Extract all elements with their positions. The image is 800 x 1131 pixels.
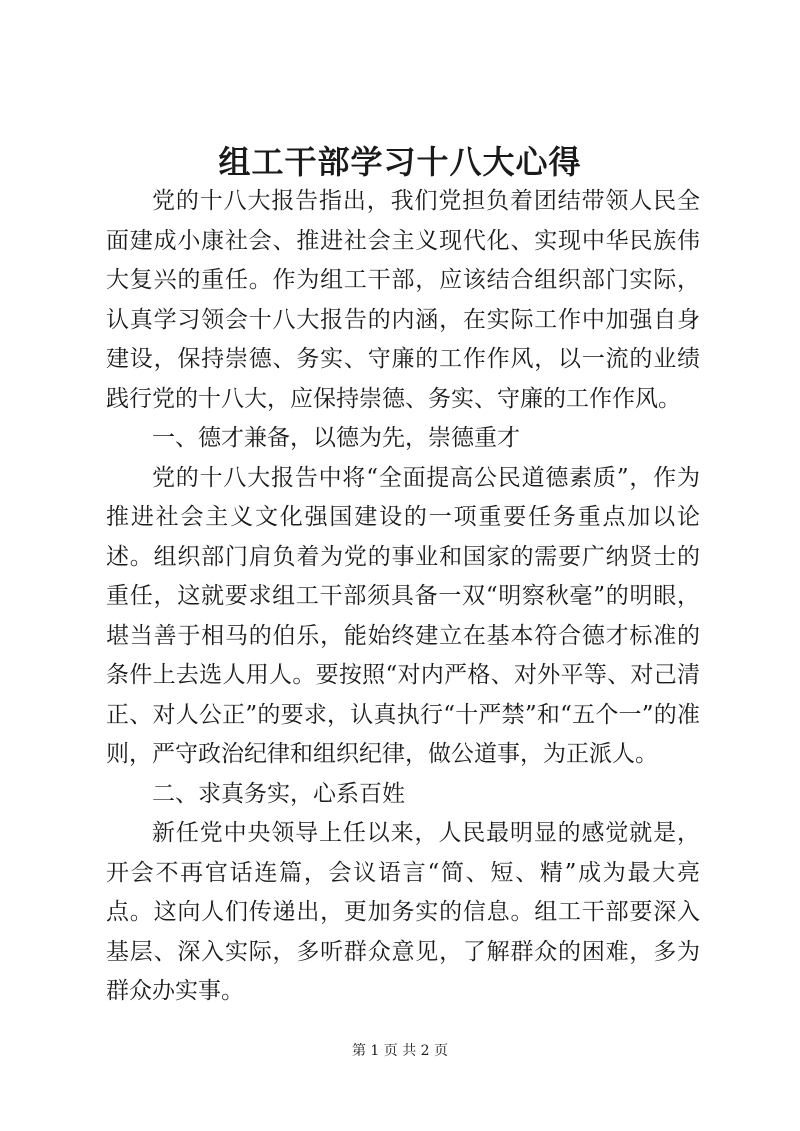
document-title: 组工干部学习十八大心得 (218, 143, 582, 181)
page-footer: 第 1 页 共 2 页 (351, 1043, 449, 1059)
document-body (106, 182, 700, 1012)
paragraph-section-1: 党的十八大报告中将“全面提高公民道德素质”，作为推进社会主义文化强国建设的一项重要任务重点加以论述。组织部门肩负着为党的事业和国家的需要广纳贤士的重任，这就要求组工干部须具备一双“明察秋毫”的明眼，堪当善于相马的伯乐，能始终建立在基本符合德才标准的条件上去选人用人。要按照“对内严格、对外平等、对己清正、对人公正”的要求，认真执行“十严禁”和“五个一”的准则，严守政治纪律和组织纪律，做公道事，为正派人。 (106, 464, 700, 767)
paragraph-section-2: 新任党中央领导上任以来，人民最明显的感觉就是，开会不再官话连篇，会议语言“简、短、精”成为最大亮点。这向人们传递出，更加务实的信息。组工干部要深入基层、深入实际，多听群众意见，了解群众的困难，多为群众办实事。 (106, 820, 700, 1004)
section-heading-2: 二、求真务实，心系百姓 (152, 780, 405, 807)
section-heading-1: 一、德才兼备，以德为先，崇德重才 (152, 425, 520, 451)
paragraph-intro: 党的十八大报告指出，我们党担负着团结带领人民全面建成小康社会、推进社会主义现代化、实现中华民族伟大复兴的重任。作为组工干部，应该结合组织部门实际，认真学习领会十八大报告的内涵，在实际工作中加强自身建设，保持崇德、务实、守廉的工作作风，以一流的业绩践行党的十八大，应保持崇德、务实、守廉的工作作风。 (106, 188, 700, 412)
